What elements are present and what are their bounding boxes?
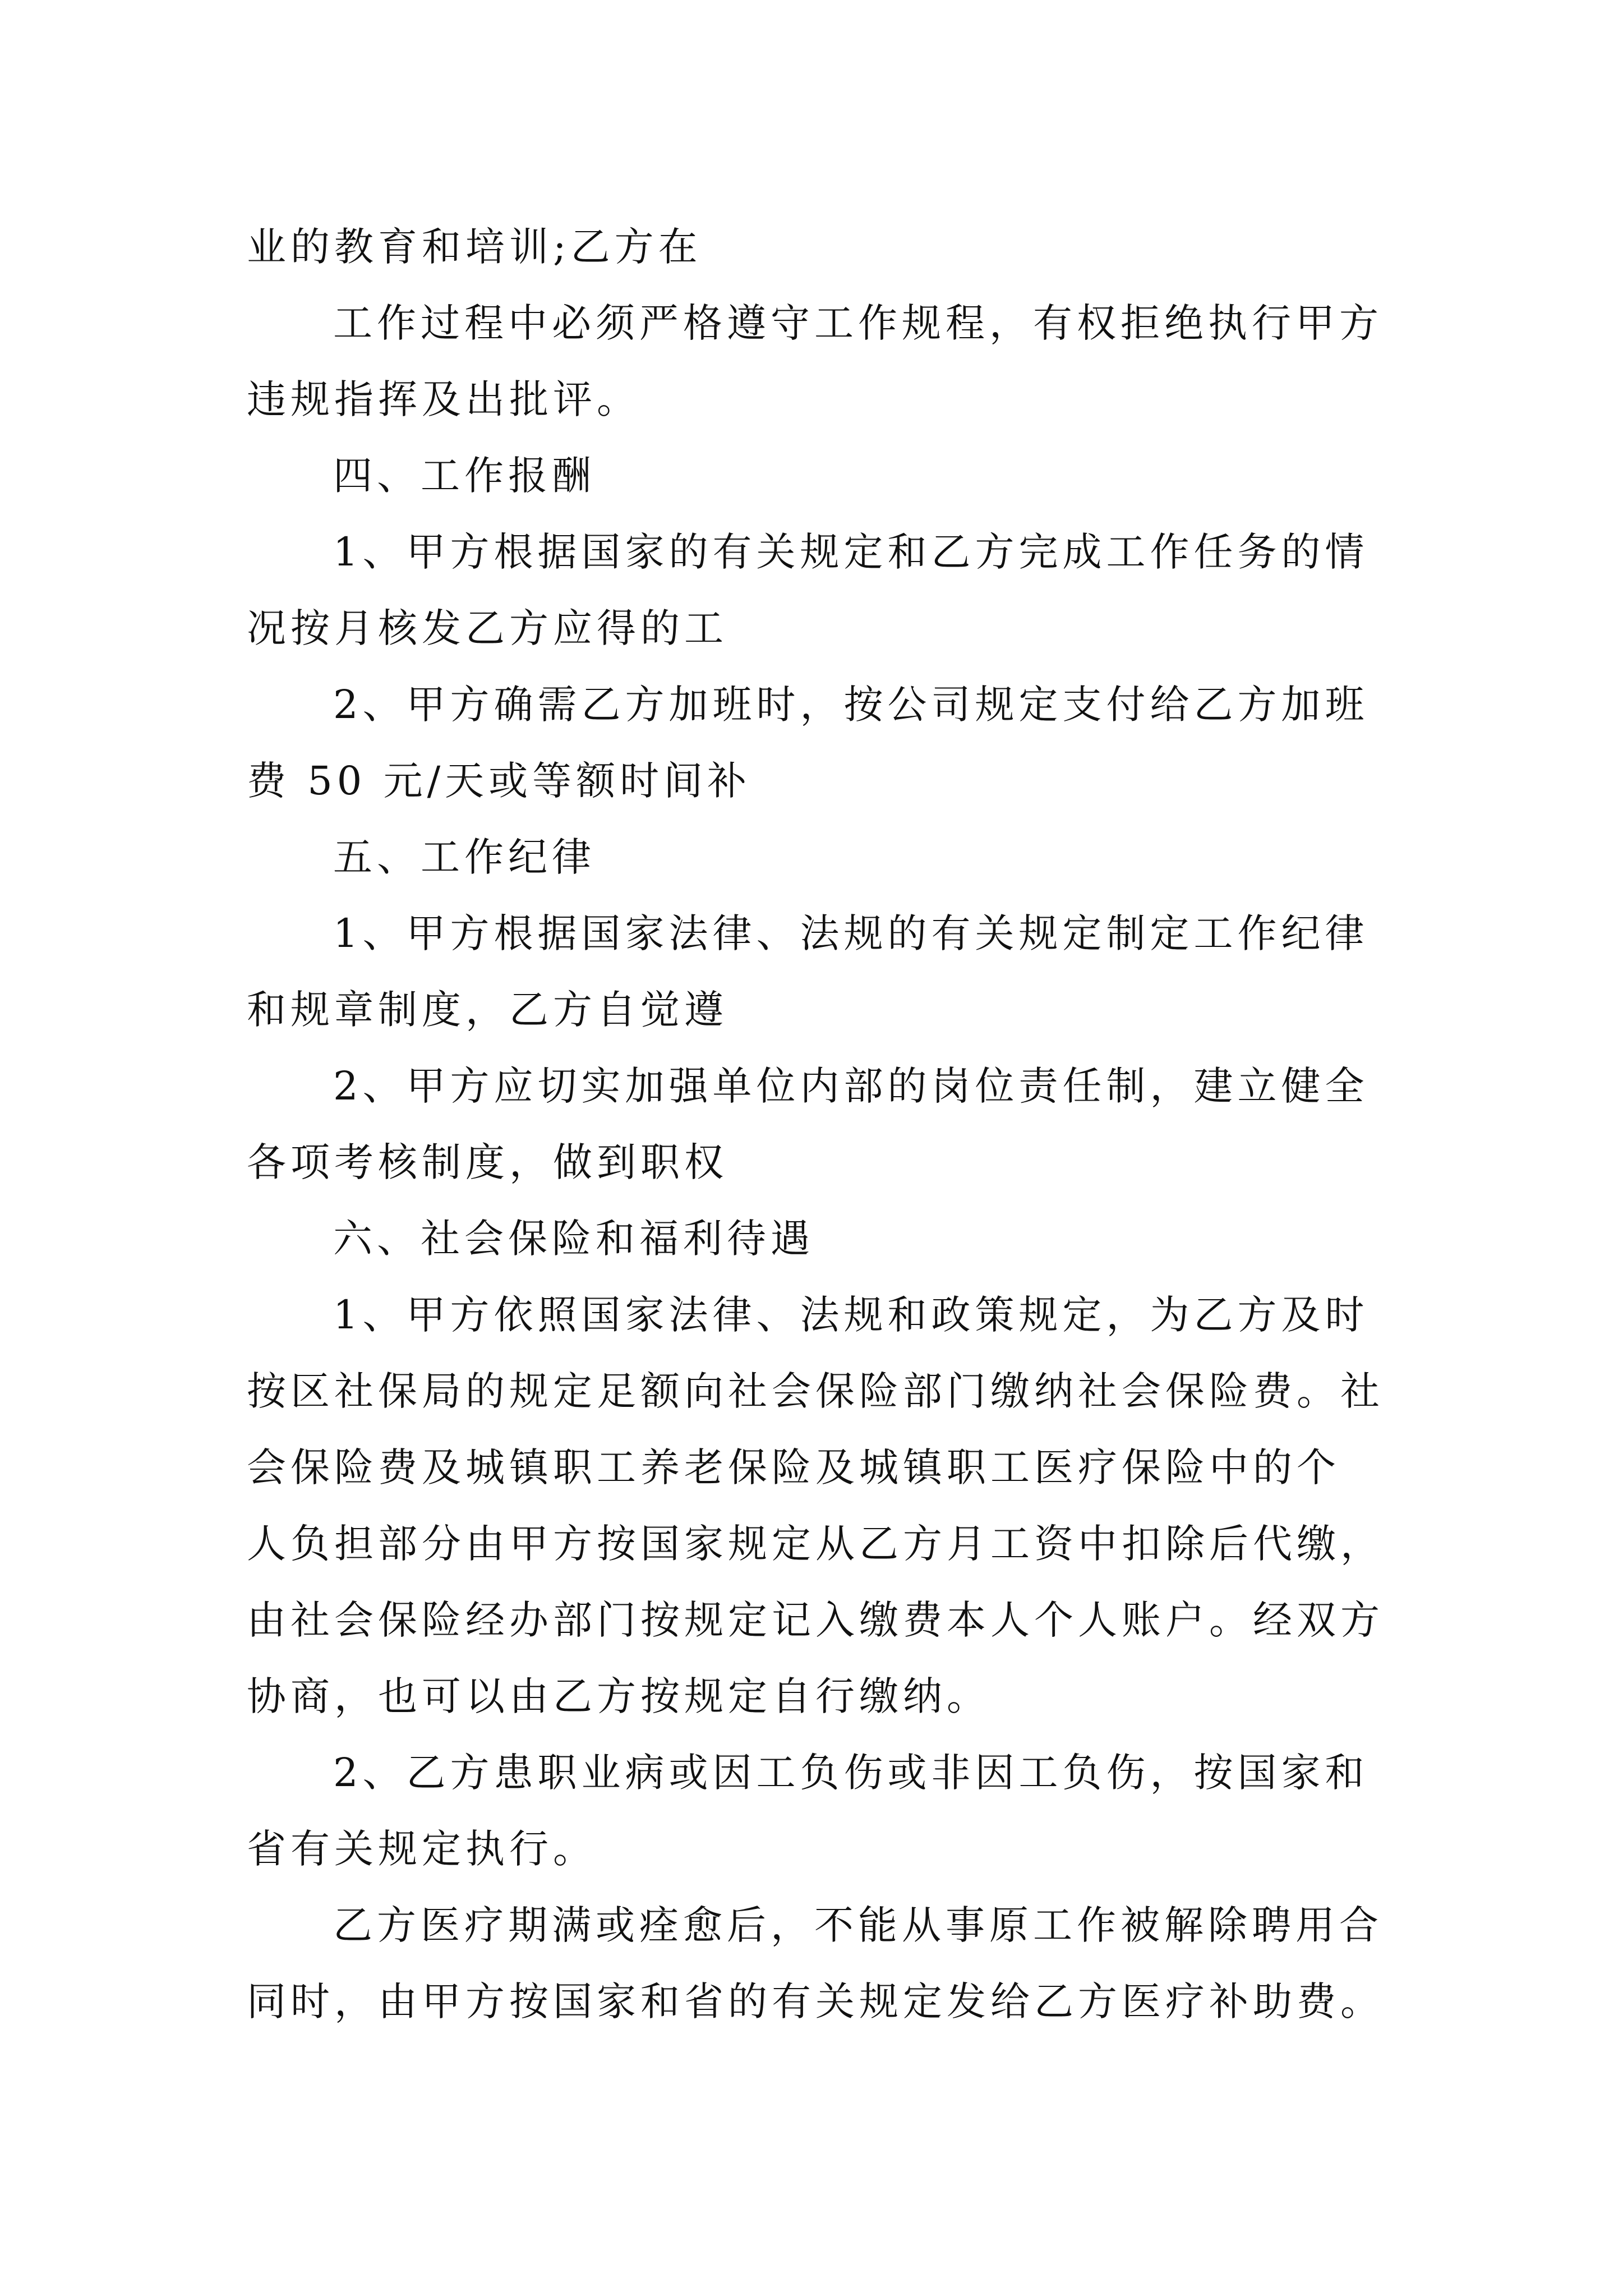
paragraph-11 bbox=[247, 1734, 1385, 1887]
text-line: 按区社保局的规定足额向社会保险部门缴纳社会保险费。社 bbox=[247, 1368, 1384, 1414]
text-line: 1、甲方根据国家的有关规定和乙方完成工作任务的情 bbox=[333, 529, 1369, 575]
text-line: 省有关规定执行。 bbox=[247, 1826, 597, 1872]
text-line: 由社会保险经办部门按规定记入缴费本人个人账户。经双方 bbox=[247, 1597, 1384, 1643]
text-line: 会保险费及城镇职工养老保险及城镇职工医疗保险中的个 bbox=[247, 1444, 1340, 1490]
section-heading-4 bbox=[247, 438, 1385, 514]
text-line: 2、乙方患职业病或因工负伤或非因工负伤，按国家和 bbox=[333, 1750, 1369, 1796]
text-line: 1、甲方根据国家法律、法规的有关规定制定工作纪律 bbox=[333, 910, 1369, 956]
paragraph-1 bbox=[247, 209, 1385, 285]
text-line: 乙方医疗期满或痊愈后，不能从事原工作被解除聘用合 bbox=[333, 1902, 1383, 1948]
text-line: 同时，由甲方按国家和省的有关规定发给乙方医疗补助费。 bbox=[247, 1978, 1384, 2024]
text-line: 业的教育和培训;乙方在 bbox=[247, 224, 702, 270]
text-line: 2、甲方应切实加强单位内部的岗位责任制，建立健全 bbox=[333, 1063, 1369, 1109]
heading-text: 五、工作纪律 bbox=[333, 834, 596, 880]
text-line: 协商，也可以由乙方按规定自行缴纳。 bbox=[247, 1673, 990, 1719]
paragraph-4 bbox=[247, 514, 1385, 666]
text-line: 各项考核制度，做到职权 bbox=[247, 1139, 728, 1185]
paragraph-2 bbox=[247, 285, 1385, 438]
text-line: 2、甲方确需乙方加班时，按公司规定支付给乙方加班 bbox=[333, 682, 1369, 728]
text-line: 费 50 元/天或等额时间补 bbox=[247, 758, 751, 804]
text-line: 违规指挥及出批评。 bbox=[247, 376, 640, 422]
text-line: 人负担部分由甲方按国家规定从乙方月工资中扣除后代缴， bbox=[247, 1521, 1384, 1567]
paragraph-12 bbox=[247, 1887, 1385, 2040]
paragraph-7 bbox=[247, 895, 1385, 1048]
text-line: 1、甲方依照国家法律、法规和政策规定，为乙方及时 bbox=[333, 1292, 1369, 1338]
text-line: 工作过程中必须严格遵守工作规程，有权拒绝执行甲方 bbox=[333, 300, 1383, 346]
section-heading-6 bbox=[247, 1200, 1385, 1277]
section-heading-5 bbox=[247, 819, 1385, 895]
document-body bbox=[247, 209, 1385, 2040]
heading-text: 六、社会保险和福利待遇 bbox=[333, 1216, 814, 1262]
text-line: 和规章制度，乙方自觉遵 bbox=[247, 987, 728, 1033]
text-line: 况按月核发乙方应得的工 bbox=[247, 605, 728, 651]
paragraph-8 bbox=[247, 1048, 1385, 1200]
paragraph-5 bbox=[247, 666, 1385, 819]
paragraph-10 bbox=[247, 1277, 1385, 1734]
heading-text: 四、工作报酬 bbox=[333, 453, 596, 499]
